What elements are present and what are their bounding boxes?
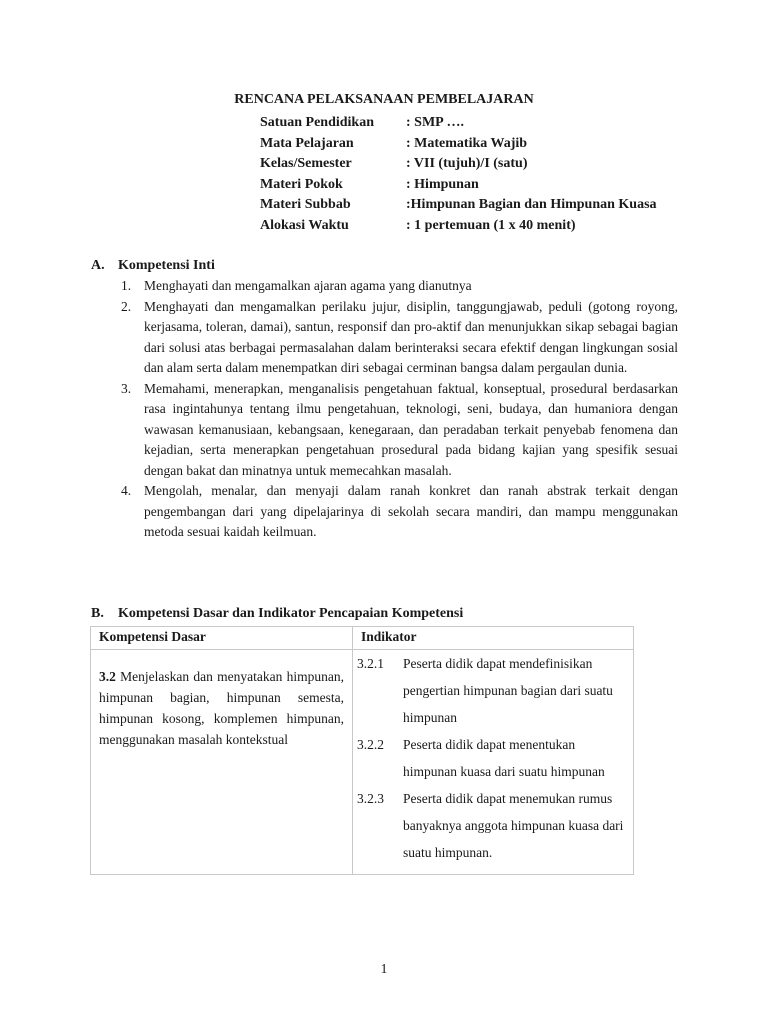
table-header-row — [91, 627, 634, 650]
document-title: RENCANA PELAKSANAAN PEMBELAJARAN — [234, 92, 534, 107]
list-item — [118, 379, 678, 482]
meta-value: : 1 pertemuan (1 x 40 menit) — [406, 217, 576, 233]
list-item — [118, 276, 678, 297]
list-number: 2. — [121, 298, 132, 314]
kompetensi-inti-list — [118, 276, 678, 543]
meta-row-alokasi — [260, 216, 657, 237]
meta-label: Kelas/Semester — [260, 156, 352, 171]
meta-label: Materi Pokok — [260, 176, 343, 192]
list-text: Mengolah, menalar, dan menyaji dalam ranah konkret dan ranah abstrak terkait dengan pengembangan dari yang dipelajarinya di sekolah secara mandiri, dan mampu menggunakan metoda sesuai kaidah keilmuan. — [144, 483, 678, 539]
page-number: 1 — [380, 962, 388, 977]
list-text: Menghayati dan mengamalkan perilaku jujur, disiplin, tanggungjawab, peduli (gotong royong, kerjasama, toleran, damai), santun, responsif dan pro-aktif dan menunjukkan sikap sebagai bagian dari solusi atas berbagai permasalahan dalam berinteraksi secara efektif dengan lingkungan sosial dan alam serta dalam menempatkan diri sebagai cerminan bangsa dalam pergaulan dunia. — [144, 298, 678, 375]
section-title: Kompetensi Inti — [118, 258, 215, 273]
meta-value: : VII (tujuh)/I (satu) — [406, 156, 528, 171]
table-row — [91, 650, 634, 875]
indicator-code: 3.2.3 — [357, 791, 384, 806]
kompetensi-dasar-text — [99, 666, 344, 750]
list-number: 3. — [121, 380, 132, 396]
meta-row-materi-pokok — [260, 175, 657, 196]
indicator-item — [357, 731, 625, 785]
kd-description: Menjelaskan dan menyatakan himpunan, himpunan bagian, himpunan semesta, himpunan kosong, komplemen himpunan, menggunakan masalah kontekstual — [99, 669, 344, 747]
meta-row-satuan — [260, 113, 657, 134]
meta-label: Mata Pelajaran — [260, 135, 354, 151]
indicator-text: Peserta didik dapat menentukan himpunan kuasa dari suatu himpunan — [403, 737, 605, 779]
meta-label: Materi Subbab — [260, 197, 351, 212]
meta-row-mapel — [260, 134, 657, 155]
list-item — [118, 481, 678, 543]
indicator-item — [357, 650, 625, 731]
section-letter: B. — [91, 606, 104, 621]
meta-row-materi-subbab — [260, 195, 657, 216]
column-header-indikator: Indikator — [353, 627, 634, 650]
list-text: Memahami, menerapkan, menganalisis pengetahuan faktual, konseptual, prosedural berdasarkan rasa ingintahunya tentang ilmu pengetahuan, teknologi, seni, budaya, dan humaniora dengan wawasan kemanusiaan, kebangsaan, kenegaraan, dan peradaban terkait penyebab fenomena dan kejadian, serta menerapkan pengetahuan prosedural pada bidang kajian yang spesifik sesuai dengan bakat dan minatnya untuk memecahkan masalah. — [144, 380, 678, 478]
list-item — [118, 297, 678, 379]
meta-row-kelas — [260, 154, 657, 175]
indicator-code: 3.2.2 — [357, 737, 384, 752]
indicator-item — [357, 785, 625, 866]
meta-label: Alokasi Waktu — [260, 217, 349, 233]
meta-label: Satuan Pendidikan — [260, 115, 374, 130]
document-meta — [260, 113, 657, 236]
indicator-text: Peserta didik dapat mendefinisikan pengertian himpunan bagian dari suatu himpunan — [403, 656, 613, 725]
section-title: Kompetensi Dasar dan Indikator Pencapaian Kompetensi — [118, 606, 464, 621]
meta-value: : SMP …. — [406, 115, 464, 130]
meta-value: : Himpunan — [406, 176, 479, 192]
list-text: Menghayati dan mengamalkan ajaran agama yang dianutnya — [144, 278, 472, 293]
kd-code: 3.2 — [99, 669, 116, 684]
section-a-heading — [91, 258, 215, 274]
list-number: 1. — [121, 278, 132, 293]
section-letter: A. — [91, 258, 105, 273]
indicator-text: Peserta didik dapat menemukan rumus banyaknya anggota himpunan kuasa dari suatu himpunan. — [403, 791, 624, 860]
list-number: 4. — [121, 483, 132, 498]
section-b-heading — [91, 606, 463, 622]
kompetensi-dasar-cell — [91, 650, 353, 875]
indicator-code: 3.2.1 — [357, 656, 384, 671]
meta-value: : Matematika Wajib — [406, 135, 528, 151]
column-header-kompetensi-dasar: Kompetensi Dasar — [91, 627, 353, 650]
indikator-cell — [353, 650, 634, 875]
kompetensi-table — [90, 626, 634, 875]
meta-value: :Himpunan Bagian dan Himpunan Kuasa — [406, 197, 657, 212]
